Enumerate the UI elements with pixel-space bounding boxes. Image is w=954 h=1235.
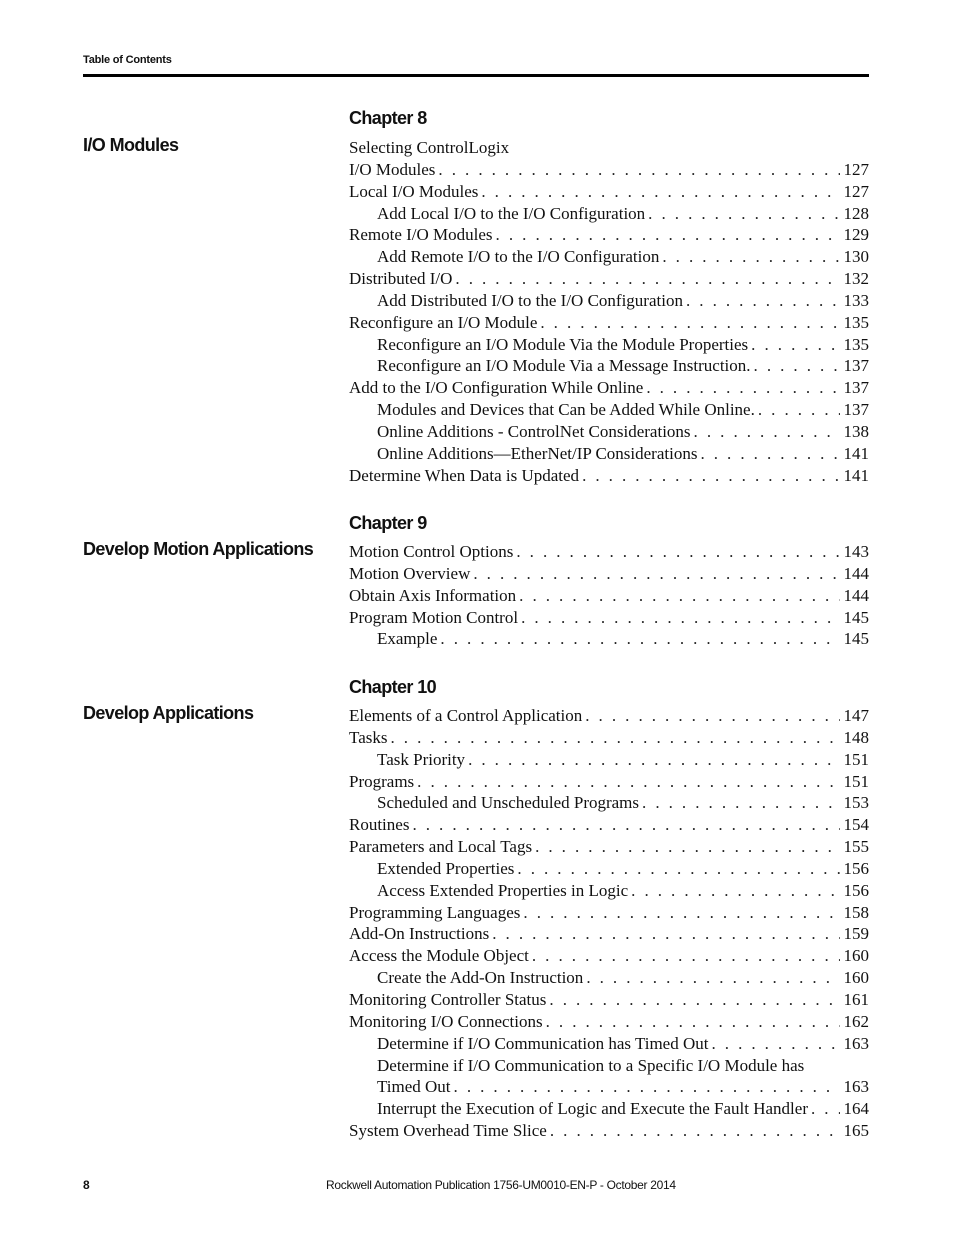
toc-entry-page: 162 (843, 1011, 869, 1031)
toc-entry-page: 148 (843, 727, 869, 747)
toc-entry-title: System Overhead Time Slice (349, 1121, 547, 1141)
dot-leader (811, 1098, 840, 1120)
toc-entry-title: Modules and Devices that Can be Added While Online. (377, 400, 755, 420)
toc-entry-title: Reconfigure an I/O Module Via the Module Properties (377, 334, 749, 354)
dot-leader (550, 1120, 840, 1142)
toc-entry-page: 144 (843, 585, 869, 605)
dot-leader (517, 858, 839, 880)
toc-entry-title: Task Priority (377, 749, 466, 769)
dot-leader (516, 541, 839, 563)
dot-leader (481, 181, 839, 203)
toc-entry[interactable] (349, 880, 869, 902)
chapter-10-label: Chapter 10 (349, 677, 437, 697)
toc-entry[interactable] (349, 989, 869, 1011)
toc-entry-title: Obtain Axis Information (349, 585, 517, 605)
toc-entry-page: 130 (843, 247, 869, 267)
toc-entry-title: Routines (349, 815, 410, 835)
toc-entry-title: Add to the I/O Configuration While Online (349, 378, 644, 398)
dot-leader (754, 355, 840, 377)
dot-leader (694, 421, 840, 443)
toc-entry-title: Scheduled and Unscheduled Programs (377, 793, 640, 813)
toc-entry-page: 127 (843, 181, 869, 201)
toc-entry[interactable] (349, 727, 869, 749)
toc-entry[interactable] (349, 377, 869, 399)
toc-entry-page: 158 (843, 902, 869, 922)
dot-leader (521, 607, 839, 629)
toc-entry[interactable] (349, 563, 869, 585)
toc-entry-title: Reconfigure an I/O Module Via a Message Instruction. (377, 356, 751, 376)
toc-entry-title: Interrupt the Execution of Logic and Execute the Fault Handler (377, 1099, 808, 1119)
dot-leader (686, 290, 840, 312)
toc-entry-title: Monitoring I/O Connections (349, 1011, 543, 1031)
toc-chapter-8 (349, 137, 869, 487)
dot-leader (631, 880, 839, 902)
toc-entry-page: 163 (843, 1033, 869, 1053)
toc-entry[interactable] (349, 246, 869, 268)
dot-leader (585, 705, 839, 727)
toc-entry-page: 163 (843, 1077, 869, 1097)
toc-entry-title: Monitoring Controller Status (349, 989, 547, 1009)
dot-leader (586, 967, 839, 989)
toc-entry[interactable] (349, 585, 869, 607)
dot-leader (758, 399, 840, 421)
toc-entry[interactable] (349, 923, 869, 945)
dot-leader (473, 563, 839, 585)
toc-entry-continued[interactable]: Determine if I/O Communication to a Specific I/O Module has (377, 1055, 805, 1075)
dot-leader (390, 727, 839, 749)
toc-entry-page: 138 (843, 421, 869, 441)
toc-entry[interactable] (349, 1011, 869, 1033)
toc-entry-page: 127 (843, 159, 869, 179)
dot-leader (440, 628, 839, 650)
dot-leader (455, 268, 839, 290)
toc-entry-title: Program Motion Control (349, 607, 519, 627)
toc-entry-title: Create the Add-On Instruction (377, 968, 584, 988)
toc-entry-title: Extended Properties (377, 858, 515, 878)
toc-entry[interactable] (349, 541, 869, 563)
section-title-io-modules: I/O Modules (83, 135, 179, 155)
toc-entry-page: 137 (843, 356, 869, 376)
toc-entry-title: Access the Module Object (349, 946, 529, 966)
toc-entry-title: Reconfigure an I/O Module (349, 312, 538, 332)
dot-leader (519, 585, 839, 607)
toc-entry[interactable] (349, 224, 869, 246)
toc-entry-page: 133 (843, 290, 869, 310)
dot-leader (700, 443, 839, 465)
toc-entry[interactable] (349, 858, 869, 880)
toc-entry[interactable] (349, 836, 869, 858)
toc-entry[interactable] (349, 607, 869, 629)
dot-leader (662, 246, 839, 268)
toc-entry[interactable] (349, 203, 869, 225)
toc-lead-line: Selecting ControlLogix (349, 138, 510, 157)
toc-entry-page: 137 (843, 378, 869, 398)
dot-leader (496, 224, 840, 246)
toc-entry-page: 129 (843, 225, 869, 245)
toc-entry[interactable] (349, 1076, 869, 1098)
toc-entry-title: Tasks (349, 727, 388, 747)
dot-leader (417, 771, 839, 793)
toc-entry-title: Example (377, 629, 438, 649)
toc-entry-title: Remote I/O Modules (349, 225, 493, 245)
toc-entry-page: 144 (843, 563, 869, 583)
toc-entry-page: 145 (843, 629, 869, 649)
dot-leader (642, 792, 839, 814)
toc-entry[interactable] (349, 443, 869, 465)
toc-entry[interactable] (349, 421, 869, 443)
toc-entry[interactable] (349, 1120, 869, 1142)
toc-entry-title: Determine if I/O Communication has Timed Out (377, 1033, 709, 1053)
toc-entry-page: 128 (843, 203, 869, 223)
toc-entry-page: 165 (843, 1121, 869, 1141)
dot-leader (523, 902, 839, 924)
toc-entry-title: Motion Control Options (349, 542, 514, 561)
toc-entry-title: Add Distributed I/O to the I/O Configuration (377, 290, 683, 310)
dot-leader (711, 1033, 839, 1055)
toc-entry-title: Add Remote I/O to the I/O Configuration (377, 247, 660, 267)
dot-leader (468, 749, 839, 771)
toc-entry-page: 160 (843, 968, 869, 988)
header-rule (83, 74, 869, 77)
toc-entry-title: Parameters and Local Tags (349, 837, 533, 857)
toc-entry[interactable] (349, 945, 869, 967)
toc-entry-page: 135 (843, 334, 869, 354)
dot-leader (540, 312, 839, 334)
section-title-develop-applications: Develop Applications (83, 703, 254, 723)
toc-entry-title: Local I/O Modules (349, 181, 479, 201)
toc-entry-title: I/O Modules (349, 159, 436, 179)
toc-entry-page: 161 (843, 989, 869, 1009)
toc-entry-page: 141 (843, 465, 869, 485)
toc-entry[interactable] (349, 814, 869, 836)
toc-entry[interactable] (349, 334, 869, 356)
toc-entry-page: 164 (843, 1099, 869, 1119)
toc-entry[interactable] (349, 705, 869, 727)
dot-leader (535, 836, 839, 858)
toc-entry[interactable] (349, 465, 869, 487)
toc-entry-title: Online Additions—EtherNet/IP Considerations (377, 443, 698, 463)
toc-entry-title: Programs (349, 771, 415, 791)
toc-entry-page: 156 (843, 858, 869, 878)
section-title-develop-motion-applications: Develop Motion Applications (83, 539, 314, 559)
toc-chapter-9 (349, 541, 869, 650)
toc-entry-page: 143 (843, 542, 869, 561)
toc-entry[interactable] (349, 159, 869, 181)
toc-entry-page: 137 (843, 400, 869, 420)
toc-entry[interactable] (349, 1098, 869, 1120)
toc-chapter-10 (349, 705, 869, 1142)
toc-entry-page: 132 (843, 269, 869, 289)
toc-entry[interactable] (349, 399, 869, 421)
toc-entry-page: 160 (843, 946, 869, 966)
toc-entry-page: 156 (843, 880, 869, 900)
toc-entry-title: Distributed I/O (349, 269, 453, 289)
toc-entry[interactable] (349, 1033, 869, 1055)
toc-entry-page: 135 (843, 312, 869, 332)
toc-entry-page: 154 (843, 815, 869, 835)
toc-entry[interactable] (349, 628, 869, 650)
dot-leader (454, 1076, 840, 1098)
toc-entry-title: Programming Languages (349, 902, 521, 922)
toc-entry[interactable] (349, 355, 869, 377)
toc-entry-page: 147 (843, 706, 869, 725)
dot-leader (492, 923, 839, 945)
dot-leader (532, 945, 840, 967)
toc-entry-title: Motion Overview (349, 563, 471, 583)
toc-entry-page: 151 (843, 771, 869, 791)
toc-entry-page: 145 (843, 607, 869, 627)
toc-entry-title: Access Extended Properties in Logic (377, 880, 629, 900)
dot-leader (648, 203, 839, 225)
chapter-8-label: Chapter 8 (349, 108, 427, 128)
toc-entry[interactable] (349, 792, 869, 814)
toc-entry-page: 141 (843, 443, 869, 463)
toc-entry[interactable] (349, 312, 869, 334)
dot-leader (751, 334, 839, 356)
footer-page-number: 8 (83, 1178, 90, 1192)
dot-leader (646, 377, 839, 399)
toc-entry[interactable] (349, 749, 869, 771)
running-head: Table of Contents (83, 54, 172, 66)
toc-entry[interactable] (349, 268, 869, 290)
toc-entry[interactable] (349, 902, 869, 924)
toc-entry-title: Add Local I/O to the I/O Configuration (377, 203, 646, 223)
toc-entry[interactable] (349, 771, 869, 793)
dot-leader (549, 989, 839, 1011)
toc-entry-page: 159 (843, 924, 869, 944)
dot-leader (546, 1011, 840, 1033)
toc-entry-title: Elements of a Control Application (349, 706, 583, 725)
dot-leader (412, 814, 839, 836)
dot-leader (582, 465, 839, 487)
toc-entry[interactable] (349, 967, 869, 989)
toc-entry-page: 151 (843, 749, 869, 769)
dot-leader (438, 159, 839, 181)
toc-entry-title: Timed Out (377, 1077, 451, 1097)
chapter-9-label: Chapter 9 (349, 513, 427, 533)
toc-entry-title: Add-On Instructions (349, 924, 490, 944)
toc-entry[interactable] (349, 290, 869, 312)
toc-entry[interactable] (349, 181, 869, 203)
toc-entry-title: Online Additions - ControlNet Considerations (377, 421, 691, 441)
toc-entry-page: 155 (843, 837, 869, 857)
footer-publication: Rockwell Automation Publication 1756-UM0010-EN-P - October 2014 (326, 1178, 676, 1192)
toc-entry-page: 153 (843, 793, 869, 813)
toc-entry-title: Determine When Data is Updated (349, 465, 580, 485)
